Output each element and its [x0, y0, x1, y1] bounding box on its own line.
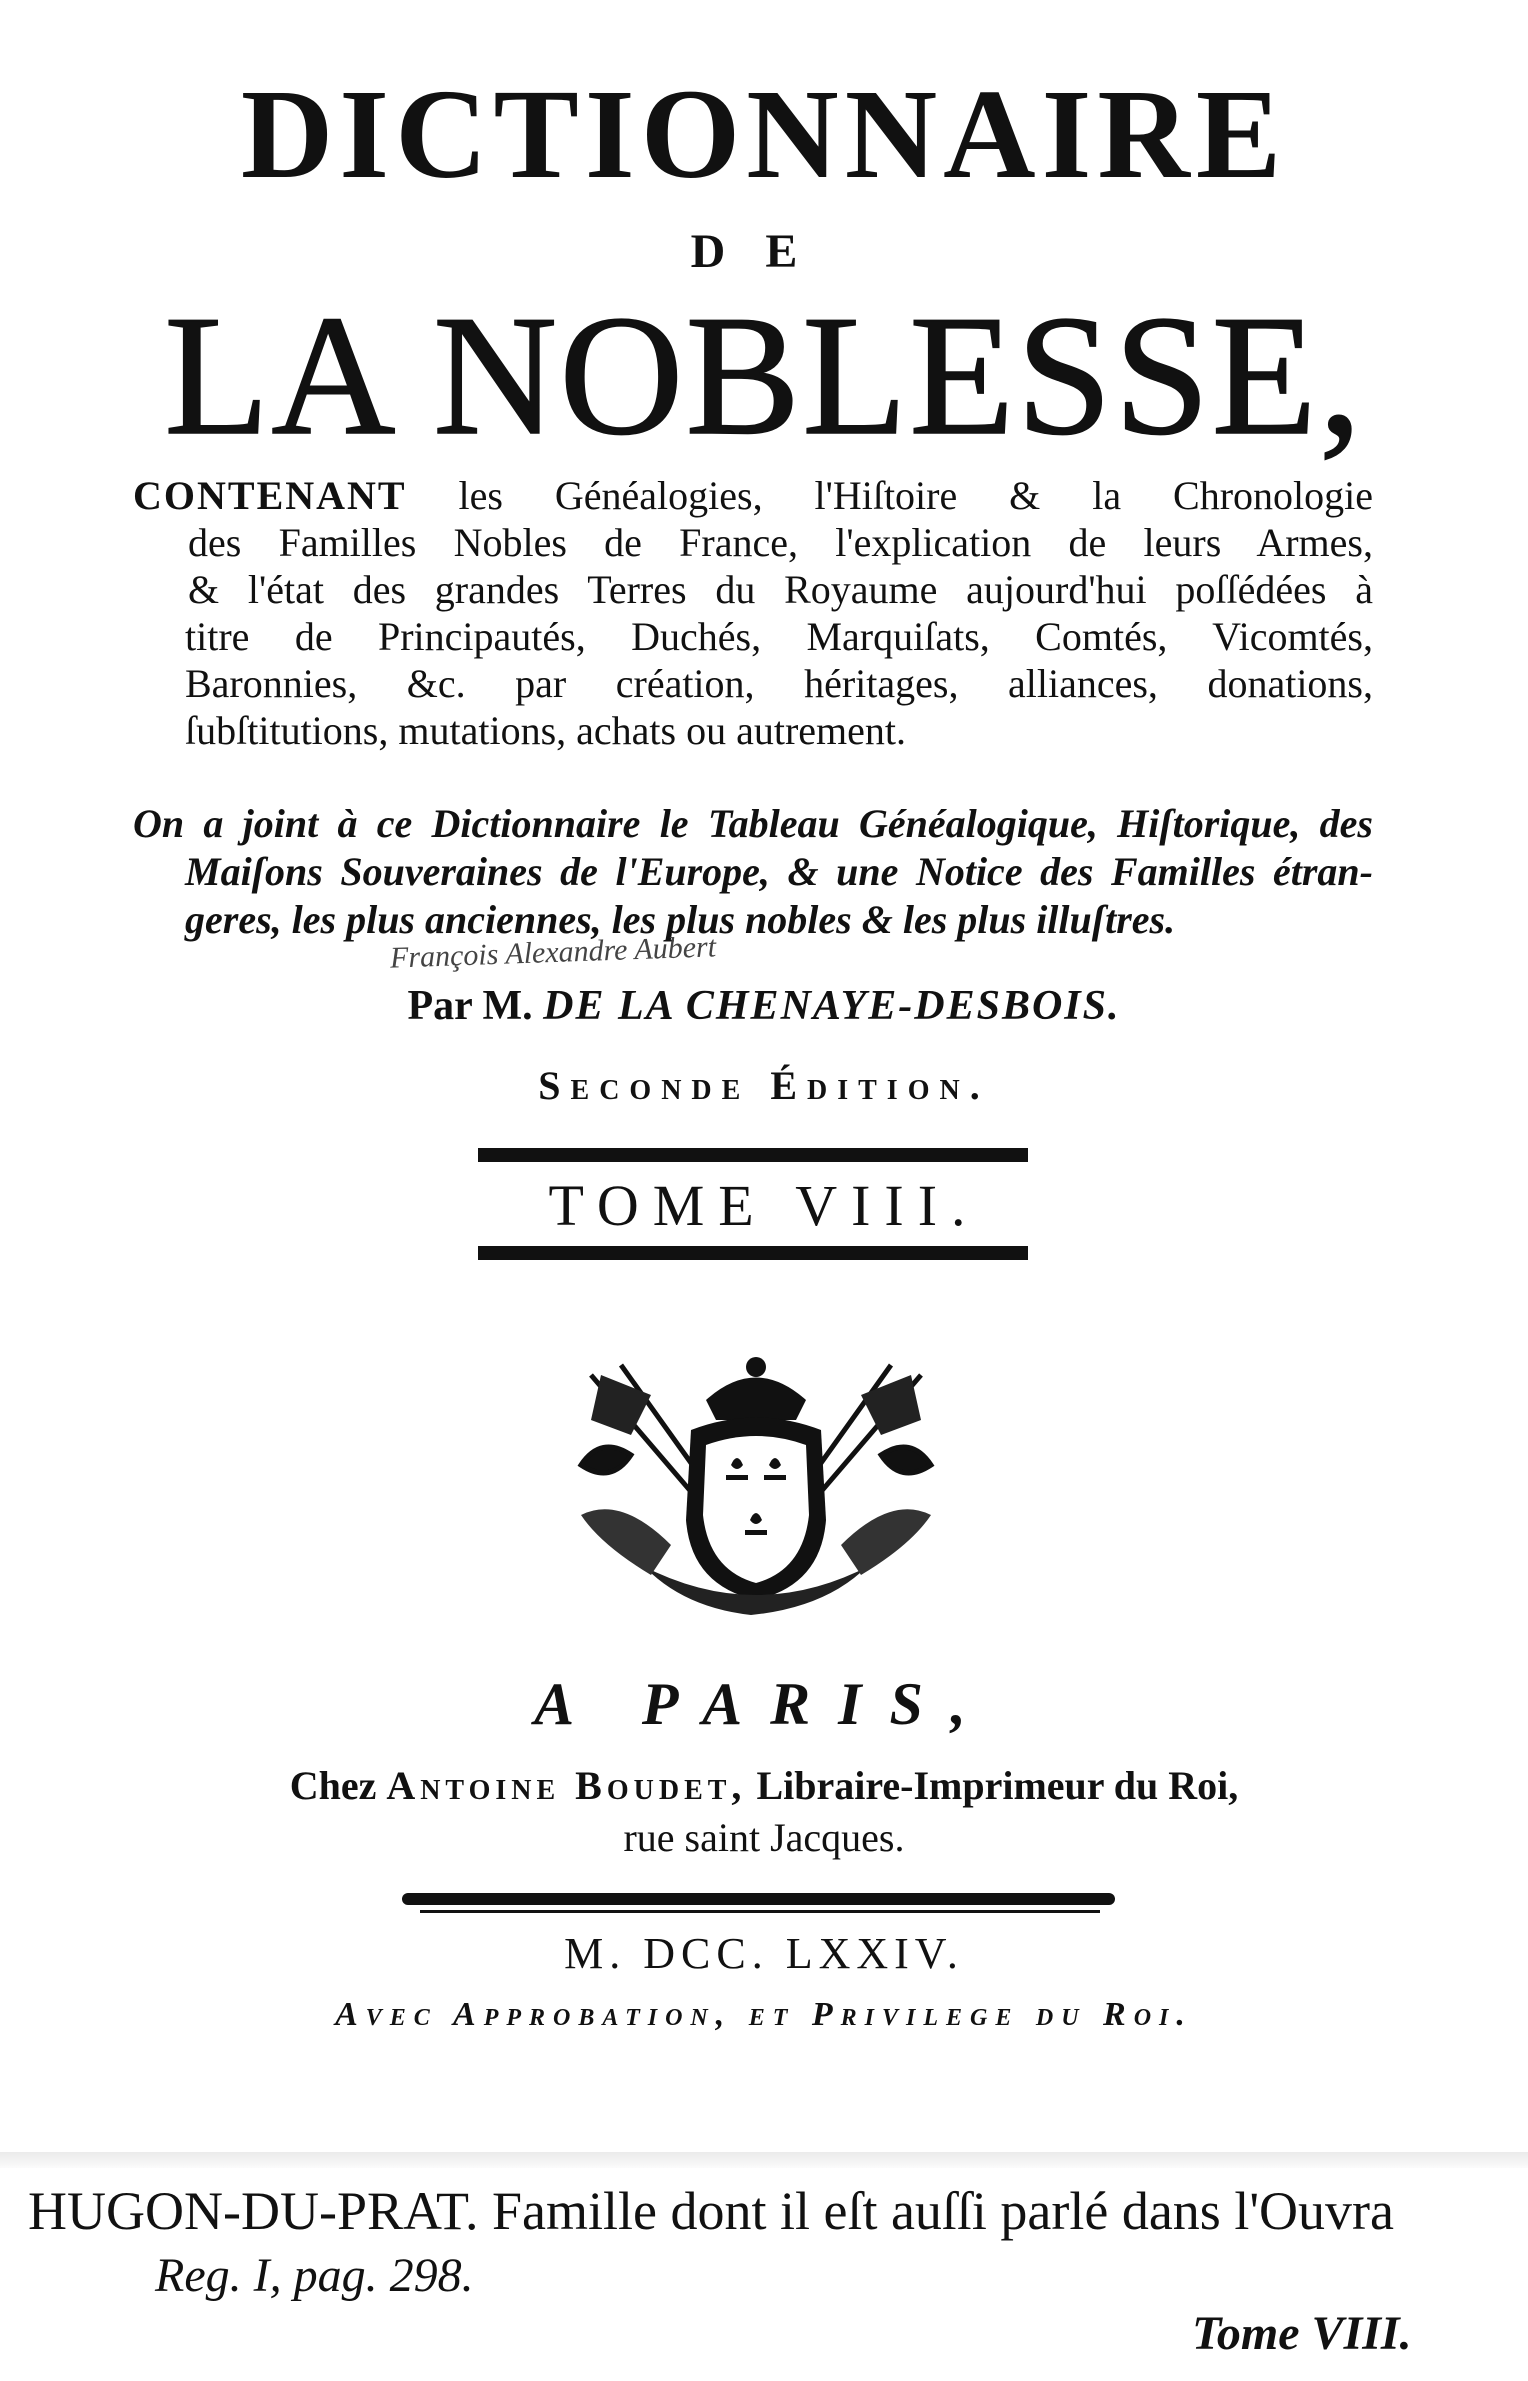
- title-de: DE: [690, 225, 838, 278]
- rule-imprint-thin: [420, 1910, 1100, 1913]
- excerpt-entry: HUGON-DU-PRAT. Famille dont il eſt auſſi parlé dans l'Ouvra: [28, 2181, 1395, 2241]
- publisher-name: Antoine Boudet,: [386, 1763, 747, 1808]
- description-line: titre de Principautés, Duchés, Marquiſats, Comtés, Vicomtés,: [185, 614, 1373, 659]
- privilege-line: Avec Approbation, et Privilege du Roi.: [335, 1996, 1193, 2033]
- volume-title: TOME VIII.: [548, 1173, 980, 1238]
- excerpt-volume: Tome VIII.: [1192, 2307, 1412, 2360]
- supplement-paragraph: [133, 800, 1373, 944]
- publisher-prefix: Chez: [289, 1763, 377, 1808]
- supplement-line: Maiſons Souveraines de l'Europe, & une Notice des Familles étran-: [185, 849, 1373, 894]
- description-line: des Familles Nobles de France, l'explication de leurs Armes,: [188, 520, 1373, 565]
- description-line: Baronnies, &c. par création, héritages, alliances, donations,: [185, 661, 1373, 706]
- publisher-title: Libraire-Imprimeur du Roi,: [756, 1763, 1239, 1808]
- supplement-line: On a joint à ce Dictionnaire le Tableau Généalogique, Hiſtorique, des: [133, 801, 1373, 846]
- description-line: les Généalogies, l'Hiſtoire & la Chronologie: [406, 473, 1373, 518]
- description-line: & l'état des grandes Terres du Royaume aujourd'hui poſſédées à: [188, 567, 1373, 612]
- rule-top: [478, 1148, 1028, 1162]
- title-la-noblesse: LA NOBLESSE,: [164, 281, 1364, 471]
- author-name: DE LA CHENAYE-DESBOIS.: [543, 983, 1121, 1029]
- publisher-line: [0, 1762, 1528, 1809]
- edition: Seconde Édition.: [538, 1063, 990, 1108]
- publisher-address: rue saint Jacques.: [623, 1815, 905, 1860]
- title-dictionnaire: DICTIONNAIRE: [240, 63, 1288, 205]
- author-prefix: Par M.: [407, 983, 533, 1029]
- rule-bottom: [478, 1246, 1028, 1260]
- place-of-publication: A PARIS,: [534, 1671, 994, 1737]
- image-separator: [0, 2152, 1528, 2168]
- description-line: ſubſtitutions, mutations, achats ou autrement.: [185, 708, 906, 753]
- royal-arms-emblem-icon: [561, 1345, 951, 1620]
- description-lead: CONTENANT: [133, 473, 407, 518]
- supplement-line: geres, les plus anciennes, les plus nobles & les plus illuſtres.: [185, 897, 1176, 942]
- author-line: [0, 982, 1528, 1030]
- description-paragraph: [133, 472, 1373, 754]
- publication-year: M. DCC. LXXIV.: [564, 1929, 964, 1978]
- handwritten-annotation: François Alexandre Aubert: [389, 930, 717, 975]
- rule-imprint: [402, 1893, 1115, 1905]
- excerpt-reference: Reg. I, pag. 298.: [155, 2249, 474, 2302]
